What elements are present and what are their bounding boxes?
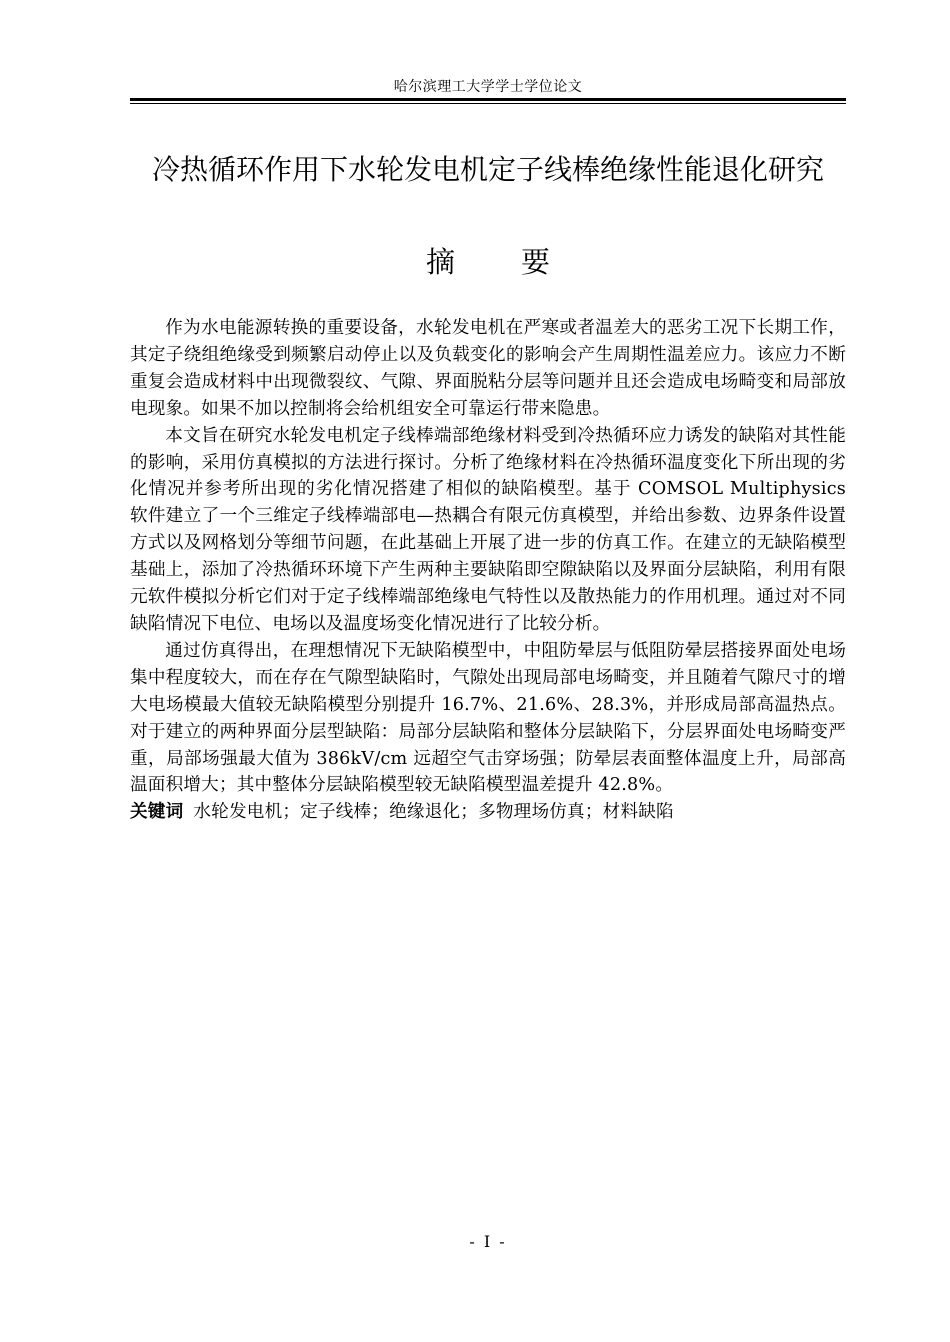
abstract-heading [130,240,846,284]
keywords-text: 水轮发电机；定子线棒；绝缘退化；多物理场仿真；材料缺陷 [193,802,674,823]
page-number: - I - [469,1232,507,1251]
running-header: 哈尔滨理工大学学士学位论文 [393,79,583,95]
abstract-paragraph-1: 作为水电能源转换的重要设备，水轮发电机在严寒或者温差大的恶劣工况下长期工作，其定子绕组绝缘受到频繁启动停止以及负载变化的影响会产生周期性温差应力。该应力不断重复会造成材料中出现微裂纹、气隙、界面脱粘分层等问题并且还会造成电场畸变和局部放电现象。如果不加以控制将会给机组安全可靠运行带来隐患。 [130,318,846,419]
abstract-heading-part1: 摘 [425,245,455,279]
keywords-line [130,799,846,826]
abstract-heading-part2: 要 [521,245,551,279]
abstract-paragraph-3: 通过仿真得出，在理想情况下无缺陷模型中，中阻防晕层与低阻防晕层搭接界面处电场集中程度较大，而在存在气隙型缺陷时，气隙处出现局部电场畸变，并且随着气隙尺寸的增大电场模最大值较无缺陷模型分别提升 16.7%、21.6%、28.3%，并形成局部高温热点。对于建立的两种界面分层型缺陷：局部分层缺陷和整体分层缺陷下，分层界面处电场畸变严重，局部场强最大值为 386kV/cm 远超空气击穿场强；防晕层表面整体温度上升，局部高温面积增大；其中整体分层缺陷模型较无缺陷模型温差提升 42.8%。 [130,640,846,796]
abstract-paragraph-2: 本文旨在研究水轮发电机定子线棒端部绝缘材料受到冷热循环应力诱发的缺陷对其性能的影响，采用仿真模拟的方法进行探讨。分析了绝缘材料在冷热循环温度变化下所出现的劣化情况并参考所出现的劣化情况搭建了相似的缺陷模型。基于 COMSOL Multiphysics 软件建立了一个三维定子线棒端部电—热耦合有限元仿真模型，并给出参数、边界条件设置方式以及网格划分等细节问题，在此基础上开展了进一步的仿真工作。在建立的无缺陷模型基础上，添加了冷热循环环境下产生两种主要缺陷即空隙缺陷以及界面分层缺陷，利用有限元软件模拟分析它们对于定子线棒端部绝缘电气特性以及散热能力的作用机理。通过对不同缺陷情况下电位、电场以及温度场变化情况进行了比较分析。 [130,425,846,634]
header-rule-thin [130,103,846,104]
header-rule [130,98,846,101]
keywords-label: 关键词 [130,802,184,823]
abstract-body [130,315,846,826]
thesis-title: 冷热循环作用下水轮发电机定子线棒绝缘性能退化研究 [151,153,824,186]
